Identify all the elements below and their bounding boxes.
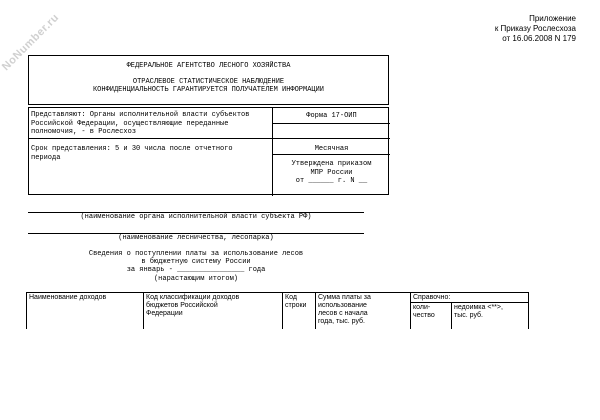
watermark: NoNumber.ru bbox=[0, 11, 62, 74]
agency-name: ФЕДЕРАЛЬНОЕ АГЕНТСТВО ЛЕСНОГО ХОЗЯЙСТВА bbox=[126, 62, 291, 70]
submitters-text bbox=[31, 111, 271, 137]
authority-caption: (наименование органа исполнительной власти субъекта РФ) bbox=[80, 213, 312, 221]
quantity-line-1: коли- bbox=[413, 304, 431, 311]
col3-line-2: строки bbox=[285, 302, 307, 309]
approved-line-1: Утверждена приказом bbox=[291, 160, 372, 168]
reference-quantity bbox=[413, 304, 435, 320]
col4-line-2: использование bbox=[318, 302, 367, 309]
reference-label: Справочно: bbox=[413, 294, 451, 301]
left-divider bbox=[29, 138, 272, 139]
appendix-line-1: Приложение bbox=[529, 14, 576, 23]
reference-divider bbox=[411, 302, 528, 303]
col4-line-1: Сумма платы за bbox=[318, 294, 371, 301]
form-number: Форма 17-ОИП bbox=[306, 112, 357, 120]
periodicity: Месячная bbox=[314, 145, 349, 153]
form-info-box bbox=[28, 107, 389, 195]
deadline-text bbox=[31, 145, 271, 162]
col-classification-code bbox=[144, 293, 283, 329]
col-reference bbox=[411, 293, 529, 329]
appendix-note bbox=[495, 14, 576, 44]
submitters-line-2: Российской Федерации, осуществляющие переданные bbox=[31, 119, 229, 128]
deadline-line-1: Срок представления: 5 и 30 числа после отчетного bbox=[31, 145, 233, 153]
right-divider-3 bbox=[272, 154, 390, 155]
deadline-line-2: периода bbox=[31, 153, 61, 162]
right-divider-1 bbox=[272, 123, 390, 124]
right-divider-2 bbox=[272, 138, 390, 139]
forestry-caption: (наименование лесничества, лесопарка) bbox=[118, 234, 274, 242]
approved-line-3: от ______ г. N __ bbox=[295, 177, 368, 185]
submitters-line-1: Представляют: Органы исполнительной власти субъектов bbox=[31, 111, 250, 119]
quantity-line-2: чество bbox=[413, 312, 435, 319]
approval-info bbox=[273, 160, 390, 186]
col2-line-1: Код классификации доходов bbox=[146, 294, 240, 301]
revenue-table bbox=[26, 292, 529, 329]
reference-arrears bbox=[454, 304, 503, 320]
submitters-line-3: полномочия, - в Рослесхоз bbox=[31, 128, 137, 136]
col4-line-4: года, тыс. руб. bbox=[318, 318, 365, 325]
arrears-line-2: тыс. руб. bbox=[454, 312, 483, 319]
col2-line-3: Федерации bbox=[146, 310, 183, 317]
observation-title: ОТРАСЛЕВОЕ СТАТИСТИЧЕСКОЕ НАБЛЮДЕНИЕ bbox=[132, 78, 285, 86]
header-box bbox=[28, 55, 389, 105]
reference-split bbox=[451, 302, 452, 329]
cumulative-note: (нарастающим итогом) bbox=[153, 275, 238, 283]
approved-line-2: МПР России bbox=[310, 168, 353, 177]
report-title-line-2: в бюджетную систему России bbox=[141, 258, 251, 266]
confidentiality-note: КОНФИДЕНЦИАЛЬНОСТЬ ГАРАНТИРУЕТСЯ ПОЛУЧАТЕЛЕМ ИНФОРМАЦИИ bbox=[92, 86, 325, 94]
report-period: за январь - ________________ года bbox=[126, 266, 266, 274]
col-revenue-name: Наименование доходов bbox=[27, 293, 144, 329]
report-title-line-1: Сведения о поступлении платы за использование лесов bbox=[88, 250, 304, 258]
col-row-code bbox=[283, 293, 316, 329]
appendix-line-2: к Приказу Рослесхоза bbox=[494, 24, 576, 33]
col2-line-2: бюджетов Российской bbox=[146, 302, 218, 309]
appendix-line-3: от 16.06.2008 N 179 bbox=[502, 34, 576, 43]
col4-line-3: лесов с начала bbox=[318, 310, 368, 317]
col3-line-1: Код bbox=[285, 294, 297, 301]
col-payment-sum bbox=[316, 293, 411, 329]
arrears-line-1: недоимка <**>, bbox=[454, 304, 503, 311]
